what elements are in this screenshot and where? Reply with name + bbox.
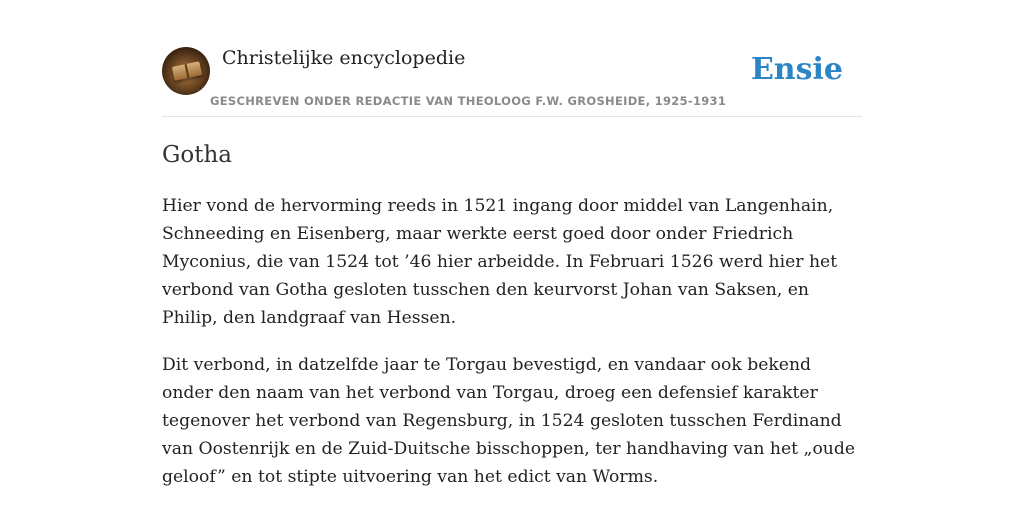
encyclopedia-avatar[interactable] (162, 47, 210, 95)
book-icon (172, 61, 202, 81)
article-body (162, 192, 862, 510)
encyclopedia-header (162, 46, 862, 117)
article-paragraph: Hier vond de hervorming reeds in 1521 ingang door middel van Langenhain, Schneeding en Eisenberg, maar werkte eerst goed door onder Friedrich Myconius, die van 1524 tot ’46 hier arbeidde. In Februari 1526 werd hier het verbond van Gotha gesloten tusschen den keurvorst Johan van Saksen, en Philip, den landgraaf van Hessen. (162, 196, 838, 328)
article-title: Gotha (162, 142, 232, 168)
encyclopedia-subtitle: GESCHREVEN ONDER REDACTIE VAN THEOLOOG F.W. GROSHEIDE, 1925-1931 (210, 94, 727, 108)
ensie-logo-link[interactable]: Ensie (750, 52, 843, 87)
encyclopedia-title[interactable]: Christelijke encyclopedie (222, 47, 466, 69)
article-paragraph: Dit verbond, in datzelfde jaar te Torgau bevestigd, en vandaar ook bekend onder den naam van het verbond van Torgau, droeg een defensief karakter tegenover het verbond van Regensburg, in 1524 gesloten tusschen Ferdinand van Oostenrijk en de Zuid-Duitsche bisschoppen, ter handhaving van het „oude geloof” en tot stipte uitvoering van het edict van Worms. (162, 355, 856, 487)
